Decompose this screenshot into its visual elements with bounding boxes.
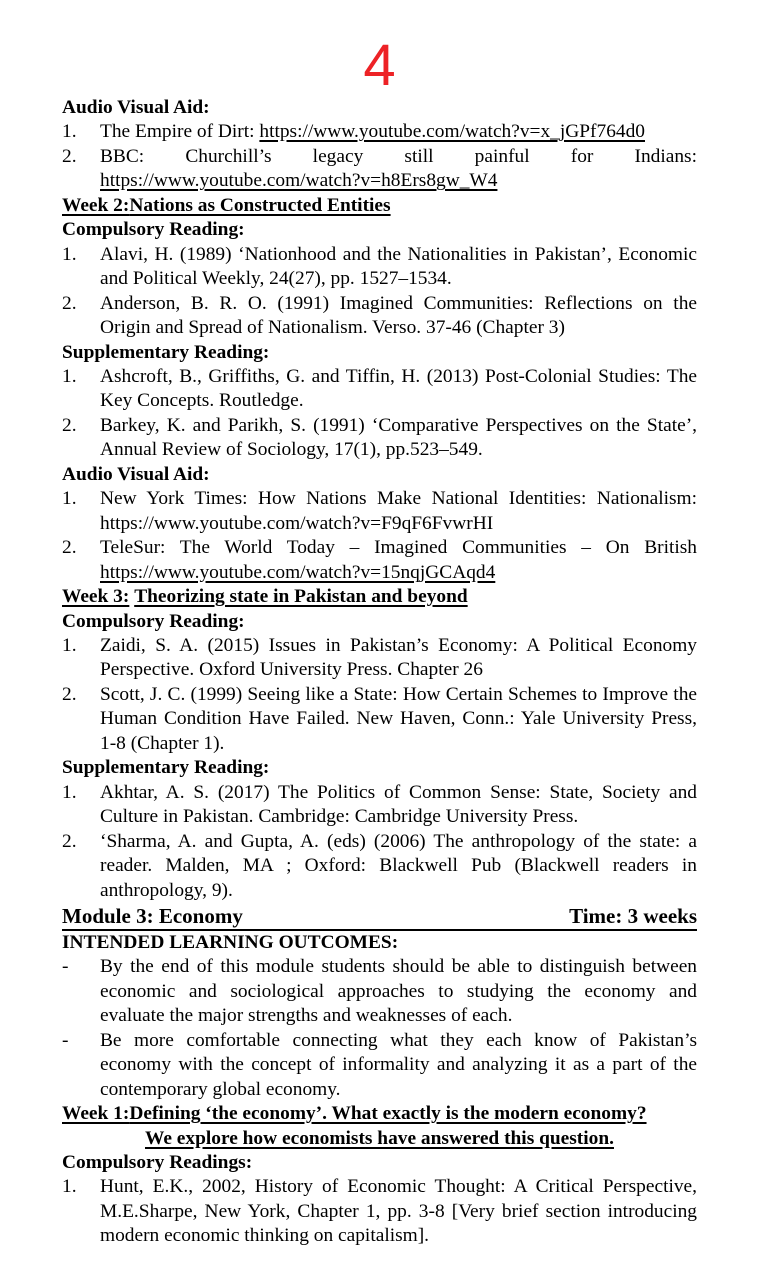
item-text-pre: BBC: Churchill’s legacy still painful for Indians: — [100, 145, 697, 167]
youtube-link[interactable]: https://www.youtube.com/watch?v=15nqjGCAqd4 — [100, 561, 496, 583]
item-text: By the end of this module students should be able to distinguish between economic and sociological approaches to studying the economy and evaluate the major strengths and weaknesses of each. — [100, 956, 697, 1027]
list-item — [62, 781, 697, 830]
list-item — [62, 145, 697, 194]
item-dash: - — [62, 1029, 69, 1051]
list-item — [62, 536, 697, 585]
week-3-heading — [62, 585, 697, 609]
section-heading-compulsory-readings: Compulsory Readings: — [62, 1152, 253, 1174]
list-item — [62, 120, 697, 144]
item-text: Be more comfortable connecting what they each know of Pakistan’s economy with the concept of informality and analyzing it as a part of the contemporary global economy. — [100, 1029, 697, 1100]
item-number: 1. — [62, 243, 77, 265]
week-1-heading — [62, 1102, 697, 1126]
module-3-heading — [62, 903, 697, 931]
page-number: 4 — [363, 33, 396, 98]
item-text: Barkey, K. and Parikh, S. (1991) ‘Comparative Perspectives on the State’, Annual Review of Sociology, 17(1), pp.523–549. — [100, 414, 697, 461]
item-text-pre: The Empire of Dirt: — [100, 121, 260, 143]
section-heading-audio-visual-aid: Audio Visual Aid: — [62, 97, 210, 118]
week-1-title: Defining ‘the economy’. What exactly is the modern economy? — [129, 1103, 647, 1125]
item-text — [100, 536, 697, 585]
item-text-pre: TeleSur: The World Today – Imagined Communities – On British — [100, 537, 697, 559]
module-3-title: Module 3: Economy — [62, 903, 243, 928]
item-text: Ashcroft, B., Griffiths, G. and Tiffin, H. (2013) Post-Colonial Studies: The Key Concepts. Routledge. — [100, 365, 697, 412]
week-2-heading — [62, 194, 697, 218]
section-heading-supplementary-reading: Supplementary Reading: — [62, 341, 270, 363]
list-item — [62, 830, 697, 903]
item-number: 2. — [62, 683, 77, 705]
list-item — [62, 955, 697, 1028]
section-heading-intended-learning-outcomes: INTENDED LEARNING OUTCOMES: — [62, 931, 399, 953]
list-item — [62, 487, 697, 536]
item-number: 1. — [62, 1176, 77, 1198]
list-item — [62, 292, 697, 341]
section-heading-audio-visual-aid: Audio Visual Aid: — [62, 463, 210, 485]
item-number: 1. — [62, 121, 77, 143]
item-text: Alavi, H. (1989) ‘Nationhood and the Nationalities in Pakistan’, Economic and Political Weekly, 24(27), pp. 1527–1534. — [100, 243, 697, 290]
module-3-time: Time: 3 weeks — [569, 903, 697, 928]
section-heading-compulsory-reading: Compulsory Reading: — [62, 219, 245, 241]
item-number: 2. — [62, 830, 77, 852]
list-item — [62, 414, 697, 463]
section-heading-compulsory-reading: Compulsory Reading: — [62, 610, 245, 632]
item-text: Hunt, E.K., 2002, History of Economic Thought: A Critical Perspective, M.E.Sharpe, New York, Chapter 1, pp. 3-8 [Very brief section introducing modern economic thinking on capitalism]. — [100, 1176, 697, 1247]
page-content — [62, 96, 697, 1249]
item-number: 1. — [62, 488, 77, 510]
youtube-link[interactable]: https://www.youtube.com/watch?v=x_jGPf764d0 — [259, 121, 645, 143]
item-text — [100, 120, 697, 144]
item-text: Scott, J. C. (1999) Seeing like a State: How Certain Schemes to Improve the Human Condition Have Failed. New Haven, Conn.: Yale University Press, 1-8 (Chapter 1). — [100, 683, 697, 754]
item-number: 1. — [62, 634, 77, 656]
week-2-title: Nations as Constructed Entities — [129, 194, 391, 216]
list-item — [62, 243, 697, 292]
list-item — [62, 1029, 697, 1102]
item-number: 1. — [62, 781, 77, 803]
week-3-title: Theorizing state in Pakistan and beyond — [134, 586, 468, 608]
item-number: 1. — [62, 365, 77, 387]
list-item — [62, 634, 697, 683]
item-text-pre: New York Times: How Nations Make National Identities: Nationalism: — [100, 488, 697, 510]
list-item — [62, 1175, 697, 1248]
item-text: Akhtar, A. S. (2017) The Politics of Common Sense: State, Society and Culture in Pakistan. Cambridge: Cambridge University Press. — [100, 781, 697, 828]
item-text: Zaidi, S. A. (2015) Issues in Pakistan’s Economy: A Political Economy Perspective. Oxford University Press. Chapter 26 — [100, 634, 697, 681]
week-2-label: Week 2: — [62, 194, 130, 216]
youtube-link[interactable]: https://www.youtube.com/watch?v=F9qF6FvwrHI — [100, 512, 494, 534]
week-3-label: Week 3: — [62, 586, 130, 608]
week-1-label: Week 1: — [62, 1103, 130, 1125]
item-number: 2. — [62, 414, 77, 436]
item-dash: - — [62, 956, 69, 978]
item-text — [100, 487, 697, 536]
item-text: Anderson, B. R. O. (1991) Imagined Communities: Reflections on the Origin and Spread of Nationalism. Verso. 37-46 (Chapter 3) — [100, 292, 697, 339]
section-heading-supplementary-reading: Supplementary Reading: — [62, 757, 270, 779]
item-number: 2. — [62, 537, 77, 559]
list-item — [62, 365, 697, 414]
item-text — [100, 145, 697, 194]
week-1-subtitle-text: We explore how economists have answered this question. — [145, 1127, 614, 1149]
item-number: 2. — [62, 292, 77, 314]
week-1-subtitle — [62, 1127, 697, 1151]
item-text: ‘Sharma, A. and Gupta, A. (eds) (2006) The anthropology of the state: a reader. Malden, MA ; Oxford: Blackwell Pub (Blackwell readers in anthropology, 9). — [100, 830, 697, 901]
item-number: 2. — [62, 145, 77, 167]
list-item — [62, 683, 697, 756]
youtube-link[interactable]: https://www.youtube.com/watch?v=h8Ers8gw_W4 — [100, 170, 498, 192]
